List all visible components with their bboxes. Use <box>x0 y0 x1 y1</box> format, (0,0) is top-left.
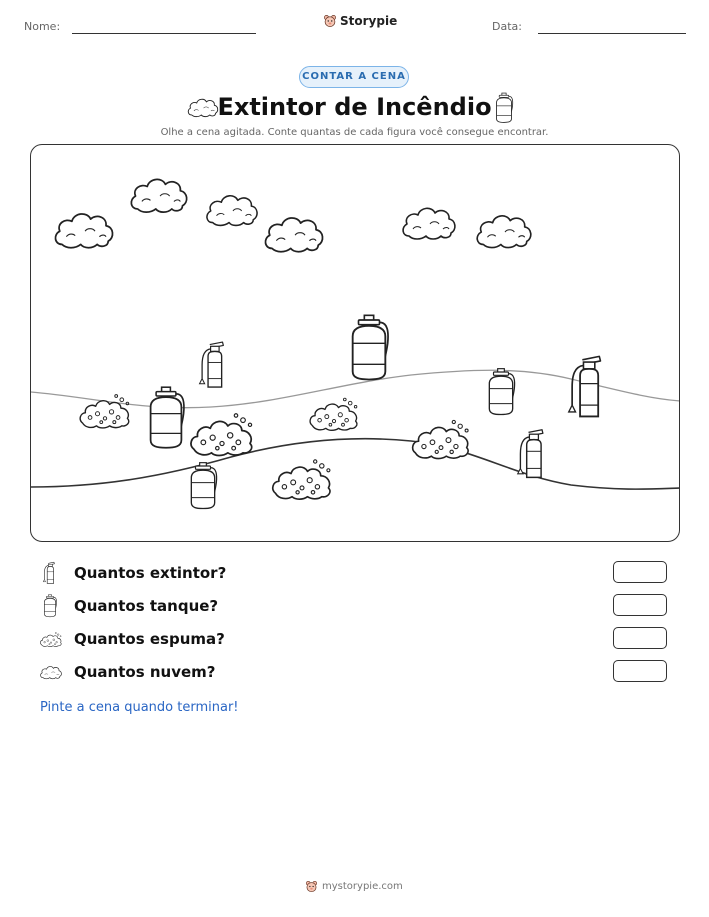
counting-scene <box>30 144 680 542</box>
foam <box>191 414 252 456</box>
brand-logo <box>323 14 397 28</box>
question-label: Quantos nuvem? <box>74 663 216 681</box>
site-url: mystorypie.com <box>322 881 403 892</box>
question-row-nuvem <box>40 660 670 686</box>
site-footer <box>305 880 403 893</box>
footer-note: Pinte a cena quando terminar! <box>40 700 239 715</box>
extinguisher-icon <box>40 561 60 585</box>
page-title: Extintor de Incêndio <box>217 93 492 121</box>
question-row-espuma <box>40 627 670 653</box>
extinguisher <box>569 356 601 416</box>
bear-mascot-icon <box>305 880 318 893</box>
cloud <box>265 218 322 252</box>
hill-line-front <box>31 439 680 489</box>
date-line[interactable] <box>538 33 686 34</box>
foam <box>413 420 468 458</box>
foam <box>80 395 129 428</box>
tank <box>151 387 184 448</box>
question-label: Quantos extintor? <box>74 564 227 582</box>
title-row <box>0 92 709 124</box>
answer-box-extintor[interactable] <box>613 561 667 583</box>
activity-badge: CONTAR A CENA <box>299 66 409 88</box>
foam <box>310 398 357 430</box>
page-subtitle: Olhe a cena agitada. Conte quantas de cada figura você consegue encontrar. <box>160 127 549 138</box>
foam <box>273 460 330 499</box>
answer-box-tanque[interactable] <box>613 594 667 616</box>
brand-name: Storypie <box>340 14 398 28</box>
tank <box>353 315 388 379</box>
answer-box-nuvem[interactable] <box>613 660 667 682</box>
question-row-tanque <box>40 594 670 620</box>
foam-icon <box>39 629 63 649</box>
cloud <box>131 179 186 212</box>
extinguisher <box>200 342 224 387</box>
date-label: Data: <box>492 20 522 33</box>
question-row-extintor <box>40 561 670 587</box>
tank-icon <box>40 594 60 618</box>
cloud <box>477 216 531 248</box>
cloud-icon <box>39 662 63 682</box>
cloud <box>55 214 112 248</box>
tank <box>191 463 216 509</box>
question-label: Quantos tanque? <box>74 597 219 615</box>
tank-icon <box>492 92 516 124</box>
cloud <box>207 196 257 226</box>
scene-drawing <box>31 145 680 542</box>
name-line[interactable] <box>72 33 256 34</box>
extinguisher <box>518 430 543 478</box>
bear-mascot-icon <box>323 14 337 28</box>
tank <box>489 369 514 415</box>
cloud <box>403 208 455 239</box>
question-label: Quantos espuma? <box>74 630 225 648</box>
name-label: Nome: <box>24 20 61 33</box>
answer-box-espuma[interactable] <box>613 627 667 649</box>
